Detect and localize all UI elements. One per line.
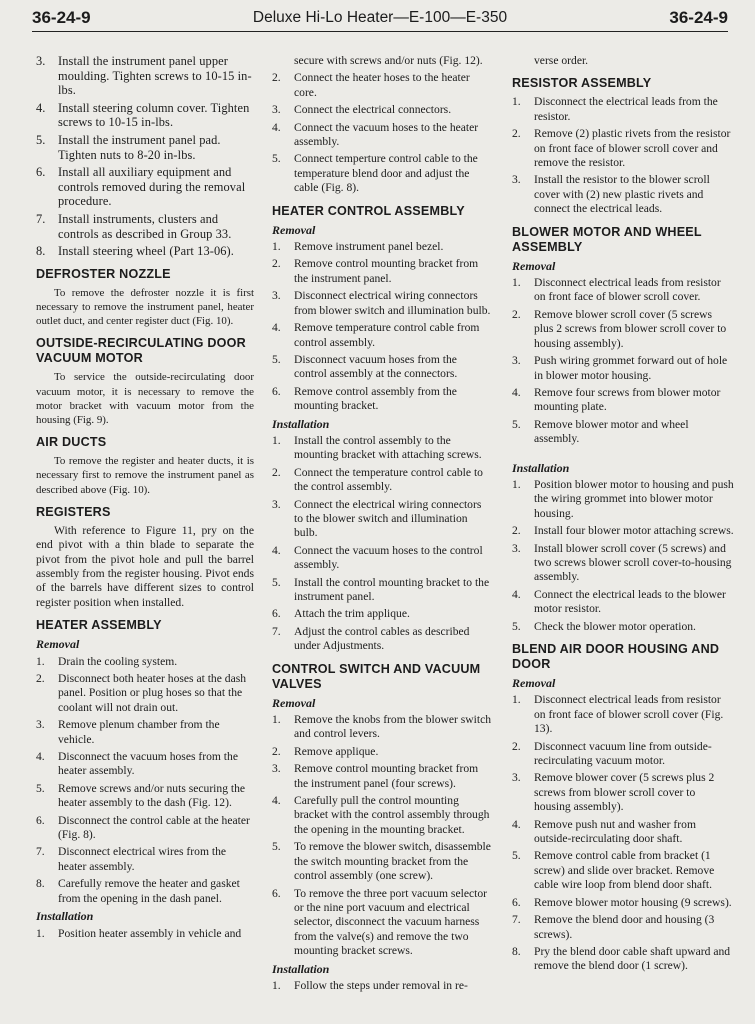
list-item	[272, 71, 492, 100]
item-number: 6.	[272, 886, 281, 900]
list-item	[512, 896, 734, 910]
item-number: 3.	[272, 289, 281, 303]
item-number: 8.	[36, 244, 46, 259]
item-text: Remove applique.	[294, 744, 379, 758]
list-item	[272, 103, 492, 117]
item-number: 1.	[512, 276, 521, 290]
item-text: Follow the steps under removal in re-	[294, 978, 468, 992]
item-number: 1.	[36, 926, 45, 940]
item-text: Disconnect the control cable at the heater (Fig. 8).	[58, 813, 250, 842]
control-switch-installation-label: Installation	[272, 961, 330, 976]
item-text: Install blower scroll cover (5 screws) and two screws blower scroll cover-to-housing assembly.	[534, 541, 732, 584]
item-number: 4.	[512, 587, 521, 601]
item-number: 2.	[512, 739, 521, 753]
item-number: 1.	[512, 693, 521, 707]
item-text: Connect the electrical leads to the blower motor resistor.	[534, 587, 726, 616]
list-item	[272, 887, 492, 959]
item-number: 5.	[272, 152, 281, 166]
list-item	[512, 849, 734, 892]
resistor-list	[512, 95, 734, 216]
item-text: Connect the vacuum hoses to the heater assembly.	[294, 120, 479, 149]
blower-installation-label: Installation	[512, 460, 570, 475]
item-number: 2.	[512, 307, 521, 321]
blend-door-heading: BLEND AIR DOOR HOUSING AND DOOR	[512, 642, 720, 671]
item-number: 4.	[36, 100, 46, 115]
continued-text: secure with screws and/or nuts (Fig. 12).	[294, 54, 483, 67]
defroster-nozzle-heading: DEFROSTER NOZZLE	[36, 266, 171, 281]
item-text: Disconnect electrical wiring connectors from blower switch and illumination bulb.	[294, 289, 491, 317]
heater-control-heading: HEATER CONTROL ASSEMBLY	[272, 203, 465, 218]
column-middle	[272, 54, 492, 996]
item-number: 3.	[36, 718, 45, 732]
list-item	[272, 544, 492, 573]
list-item	[36, 101, 254, 130]
item-text: Check the blower motor operation.	[534, 619, 696, 633]
list-item	[512, 173, 734, 216]
heater-control-removal-label: Removal	[272, 222, 316, 237]
item-text: Install four blower motor attaching screws.	[534, 524, 734, 538]
item-text: Install the instrument panel upper moulding. Tighten screws to 10-15 in-lbs.	[58, 54, 252, 98]
item-number: 4.	[272, 543, 281, 557]
column-right	[512, 54, 734, 977]
item-number: 2.	[512, 524, 521, 538]
item-number: 3.	[512, 771, 521, 785]
item-text: Install the instrument panel pad. Tighten nuts to 8-20 in-lbs.	[58, 132, 221, 162]
item-number: 2.	[272, 71, 281, 85]
item-number: 3.	[512, 173, 521, 187]
list-item	[36, 655, 254, 669]
list-item	[512, 308, 734, 351]
item-number: 3.	[272, 497, 281, 511]
list-item	[272, 353, 492, 382]
list-item	[36, 165, 254, 209]
item-number: 2.	[36, 672, 45, 685]
vacuum-motor-body: To service the outside-recirculating door vacuum motor, it is necessary to remove the motor bracket with vacuum motor from the housing (Fig. 9).	[36, 371, 254, 426]
item-text: Connect the electrical wiring connectors to the blower switch and illumination bulb.	[294, 497, 482, 540]
list-item	[272, 625, 492, 654]
heater-assembly-heading: HEATER ASSEMBLY	[36, 618, 162, 633]
item-text: Install the control assembly to the mounting bracket with attaching screws.	[294, 433, 482, 462]
vacuum-motor-heading: OUTSIDE-RECIRCULATING DOOR VACUUM MOTOR	[36, 336, 246, 366]
heater-control-installation-label: Installation	[272, 416, 330, 431]
list-item	[272, 385, 492, 414]
item-number: 2.	[272, 257, 281, 271]
list-item	[272, 240, 492, 254]
list-item	[272, 745, 492, 759]
list-item	[272, 152, 492, 195]
list-item	[512, 740, 734, 769]
item-number: 3.	[272, 762, 281, 776]
item-number: 3.	[512, 541, 521, 555]
item-text: Remove blower motor and wheel assembly.	[534, 417, 689, 446]
item-text: Install steering column cover. Tighten screws to 10-15 in-lbs.	[58, 100, 250, 130]
heater-removal-label: Removal	[36, 637, 80, 652]
item-text: Remove the knobs from the blower switch and control levers.	[294, 713, 492, 741]
item-text: Remove instrument panel bezel.	[294, 240, 444, 254]
item-number: 7.	[36, 845, 45, 859]
item-number: 6.	[36, 813, 45, 827]
item-text: Disconnect electrical leads from resistor on front face of blower scroll cover (Fig. 13).	[534, 693, 724, 736]
item-text: Connect the electrical connectors.	[294, 103, 452, 117]
list-item	[272, 257, 492, 286]
item-text: Remove blower scroll cover (5 screws plus 2 screws from blower scroll cover to housing assembly).	[534, 307, 727, 350]
item-text: To remove the blower switch, disassemble the switch mounting bracket from the control assembly (one screw).	[294, 840, 491, 883]
item-text: Drain the cooling system.	[58, 654, 178, 668]
item-number: 4.	[512, 385, 521, 399]
item-number: 4.	[36, 750, 45, 764]
item-text: Remove control mounting bracket from the instrument panel.	[294, 257, 479, 285]
list-item	[36, 814, 254, 843]
item-number: 3.	[512, 354, 521, 368]
item-number: 8.	[36, 877, 45, 891]
item-text: Remove temperature control cable from control assembly.	[294, 321, 480, 349]
item-text: Install the control mounting bracket to the instrument panel.	[294, 575, 490, 603]
page-header	[32, 6, 728, 32]
control-switch-heading: CONTROL SWITCH AND VACUUM VALVES	[272, 661, 481, 691]
list-item	[512, 588, 734, 617]
blower-motor-heading: BLOWER MOTOR AND WHEEL ASSEMBLY	[512, 224, 702, 254]
item-number: 2.	[272, 744, 281, 758]
item-text: Remove blower cover (5 screws plus 2 screws from blower scroll cover to housing assembly).	[534, 771, 715, 814]
instrument-panel-install-list	[36, 54, 254, 259]
list-item	[512, 127, 734, 170]
item-text: Connect temperture control cable to the temperature blend door and adjust the cable (Fig. 8).	[294, 152, 478, 195]
list-item	[512, 386, 734, 415]
item-text: Disconnect vacuum line from outside-recirculating vacuum motor.	[534, 739, 712, 768]
item-number: 7.	[512, 913, 521, 927]
item-text: Disconnect electrical leads from resistor on front face of blower scroll cover.	[534, 276, 721, 304]
item-number: 7.	[36, 211, 46, 226]
list-item	[272, 121, 492, 150]
item-number: 2.	[272, 465, 281, 479]
item-number: 5.	[36, 781, 45, 795]
item-text: Disconnect vacuum hoses from the control assembly at the connectors.	[294, 352, 458, 381]
item-text: Remove control assembly from the mounting bracket.	[294, 384, 457, 413]
item-number: 5.	[272, 840, 281, 854]
item-text: Carefully remove the heater and gasket from the opening in the dash panel.	[58, 877, 240, 905]
item-number: 5.	[512, 417, 521, 431]
list-item	[272, 321, 492, 350]
item-number: 5.	[36, 132, 46, 147]
blend-door-removal-label: Removal	[512, 676, 556, 690]
item-text: Remove push nut and washer from outside-recirculating door shaft.	[534, 817, 696, 846]
item-text: Disconnect the vacuum hoses from the heater assembly.	[58, 750, 238, 778]
item-text: To remove the three port vacuum selector or the nine port vacuum and electrical selector, disconnect the vacuum harness from the valve(s) and remove the two mounting bracket screws.	[294, 886, 487, 958]
list-item	[36, 244, 254, 259]
item-number: 4.	[512, 817, 521, 831]
list-item	[272, 434, 492, 463]
item-number: 7.	[272, 624, 281, 638]
list-item	[272, 840, 492, 883]
continued-text-right: verse order.	[534, 54, 589, 67]
list-item	[36, 877, 254, 906]
item-number: 1.	[272, 713, 281, 727]
list-item	[36, 845, 254, 874]
list-item	[512, 693, 734, 736]
item-text: Install the resistor to the blower scroll cover with (2) new plastic rivets and connect the electrical leads.	[534, 173, 710, 216]
list-item	[272, 794, 492, 837]
item-number: 6.	[512, 895, 521, 909]
heater-control-installation-list	[272, 434, 492, 654]
item-text: Pry the blend door cable shaft upward and remove the blend door (1 screw).	[534, 944, 731, 973]
heater-installation-continued-list	[272, 71, 492, 195]
item-text: Remove control mounting bracket from the instrument panel (four screws).	[294, 762, 479, 790]
item-text: Remove plenum chamber from the vehicle.	[58, 718, 220, 746]
item-number: 2.	[512, 127, 521, 141]
column-left	[36, 54, 254, 944]
list-item	[512, 478, 734, 521]
list-item	[512, 418, 734, 447]
item-text: Disconnect electrical wires from the heater assembly.	[58, 845, 227, 873]
list-item	[512, 542, 734, 585]
blower-removal-label: Removal	[512, 258, 556, 273]
item-number: 4.	[272, 794, 281, 808]
list-item	[512, 771, 734, 814]
item-text: Disconnect the electrical leads from the resistor.	[534, 95, 718, 123]
item-text: Remove screws and/or nuts securing the heater assembly to the dash (Fig. 12).	[58, 781, 246, 810]
item-text: Remove the blend door and housing (3 screws).	[534, 913, 715, 941]
list-item	[512, 354, 734, 383]
item-number: 3.	[36, 54, 46, 68]
list-item	[272, 466, 492, 495]
item-text: Push wiring grommet forward out of hole in blower motor housing.	[534, 354, 728, 382]
item-number: 4.	[272, 321, 281, 335]
item-number: 1.	[512, 477, 521, 491]
control-switch-removal-label: Removal	[272, 695, 316, 710]
item-text: Install instruments, clusters and controls as described in Group 33.	[58, 211, 232, 241]
list-item	[36, 133, 254, 162]
list-item	[512, 524, 734, 538]
item-number: 5.	[272, 575, 281, 589]
registers-heading: REGISTERS	[36, 504, 111, 519]
blower-removal-list	[512, 276, 734, 446]
blower-installation-list	[512, 478, 734, 634]
item-number: 4.	[272, 120, 281, 134]
heater-installation-list	[36, 927, 254, 941]
page-number-left: 36-24-9	[32, 8, 91, 27]
list-item	[36, 672, 254, 715]
list-item	[512, 620, 734, 634]
item-text: Remove four screws from blower motor mounting plate.	[534, 385, 721, 414]
item-text: Remove blower motor housing (9 screws).	[534, 895, 732, 909]
list-item	[272, 498, 492, 541]
item-text: Install all auxiliary equipment and controls removed during the removal procedure.	[58, 165, 246, 209]
item-number: 6.	[36, 165, 46, 180]
item-number: 3.	[272, 103, 281, 117]
item-text: Remove (2) plastic rivets from the resistor on front face of blower scroll cover and remove the resistor.	[534, 127, 731, 170]
resistor-heading: RESISTOR ASSEMBLY	[512, 76, 652, 91]
item-number: 1.	[272, 978, 281, 992]
item-number: 1.	[512, 95, 521, 109]
list-item	[36, 212, 254, 241]
item-number: 1.	[272, 240, 281, 254]
list-item	[512, 276, 734, 305]
air-ducts-heading: AIR DUCTS	[36, 435, 107, 450]
heater-removal-list	[36, 655, 254, 907]
item-number: 1.	[272, 433, 281, 447]
list-item	[272, 289, 492, 318]
item-number: 6.	[272, 607, 281, 621]
blend-door-removal-list	[512, 693, 734, 973]
item-text: Adjust the control cables as described under Adjustments.	[294, 624, 470, 653]
list-item	[272, 713, 492, 742]
list-item	[36, 718, 254, 747]
item-number: 5.	[272, 352, 281, 366]
list-item	[512, 95, 734, 124]
item-text: Attach the trim applique.	[294, 607, 410, 621]
control-switch-installation-list	[272, 979, 492, 993]
item-number: 6.	[272, 384, 281, 398]
item-text: Position heater assembly in vehicle and	[58, 926, 242, 940]
item-text: Connect the vacuum hoses to the control assembly.	[294, 543, 483, 572]
list-item	[272, 576, 492, 605]
list-item	[512, 913, 734, 942]
list-item	[272, 979, 492, 993]
registers-body: With reference to Figure 11, pry on the end pivot with a thin blade to separate the pivot from the pivot hole and pull the barrel assembly from the register housing. Pivot ends of the barrels have different sizes to control register position when installed.	[36, 523, 254, 609]
item-number: 5.	[512, 849, 521, 863]
item-text: Remove control cable from bracket (1 screw) and slide over bracket. Remove cable wire loop from blend door shaft.	[534, 849, 715, 892]
control-switch-removal-list	[272, 713, 492, 959]
list-item	[272, 607, 492, 621]
item-text: Connect the heater hoses to the heater core.	[294, 71, 470, 99]
item-text: Install steering wheel (Part 13-06).	[58, 244, 234, 259]
list-item	[512, 945, 734, 974]
list-item	[36, 782, 254, 811]
item-number: 1.	[36, 654, 45, 668]
item-text: Carefully pull the control mounting bracket with the control assembly through the opening in the mounting bracket.	[294, 794, 490, 836]
defroster-nozzle-body: To remove the defroster nozzle it is first necessary to remove the instrument panel, heater outlet duct, and center register duct (Fig. 10).	[36, 286, 254, 328]
item-number: 8.	[512, 944, 521, 958]
list-item	[36, 54, 254, 98]
heater-control-removal-list	[272, 240, 492, 413]
page-title: Deluxe Hi-Lo Heater—E-100—E-350	[252, 9, 508, 26]
list-item	[512, 818, 734, 847]
heater-installation-label: Installation	[36, 909, 94, 924]
list-item	[272, 762, 492, 791]
air-ducts-body: To remove the register and heater ducts, it is necessary first to remove the instrument panel as described above (Fig. 10).	[36, 455, 254, 496]
list-item	[36, 750, 254, 779]
item-number: 5.	[512, 619, 521, 633]
item-text: Connect the temperature control cable to the control assembly.	[294, 465, 483, 494]
item-text: Disconnect both heater hoses at the dash panel. Position or plug hoses so that the coolant will not drain out.	[58, 672, 247, 714]
item-text: Position blower motor to housing and push the wiring grommet into blower motor housing.	[534, 477, 734, 520]
page-number-right: 36-24-9	[669, 8, 728, 27]
list-item	[36, 927, 254, 941]
